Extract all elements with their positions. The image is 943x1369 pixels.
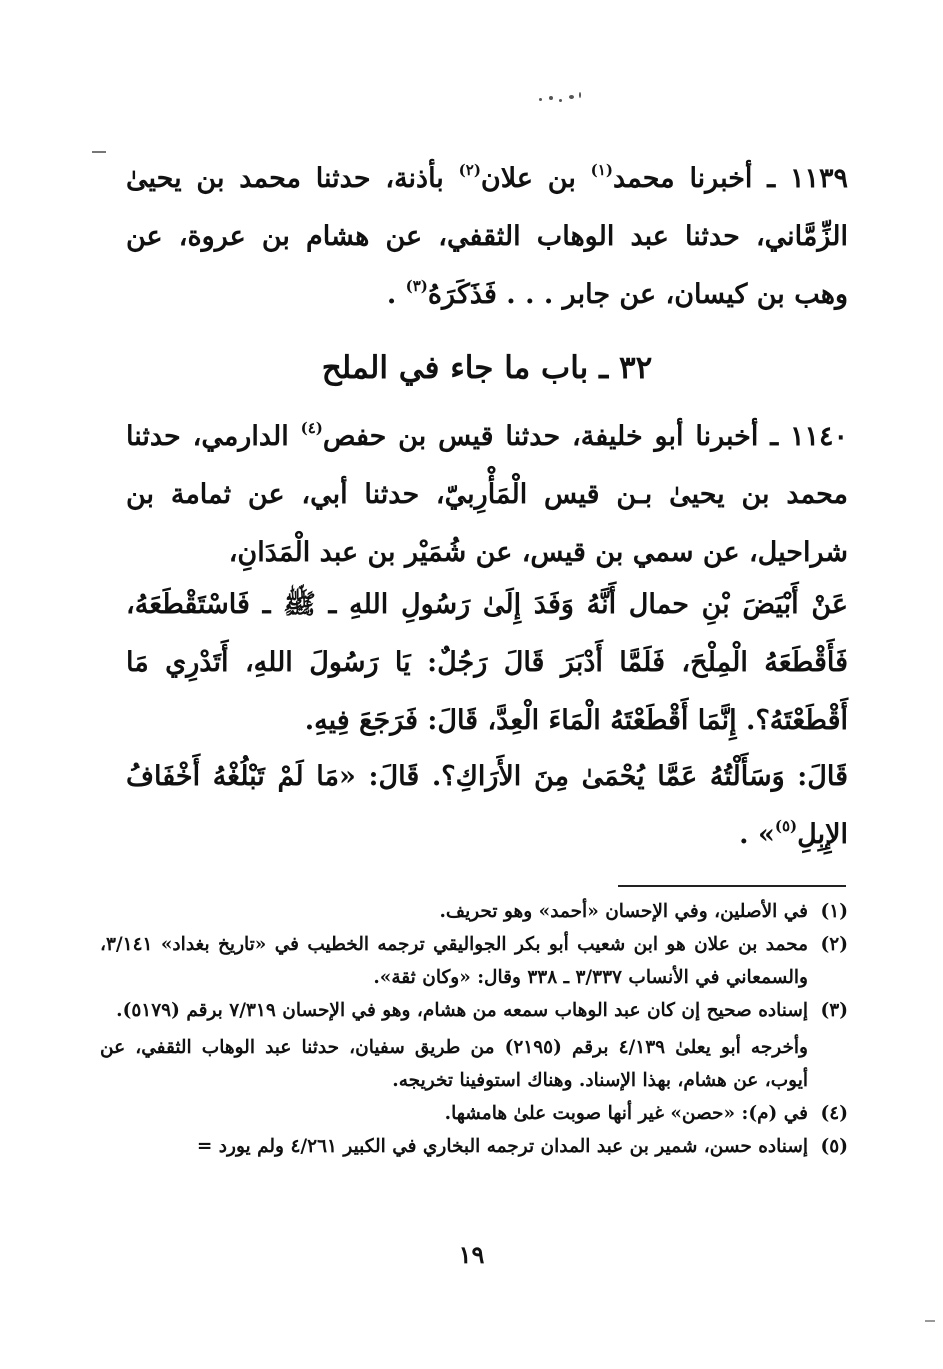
entry-text: .	[386, 279, 406, 310]
entry-number: ١١٣٩ ـ	[767, 163, 848, 194]
footnote-4	[100, 1097, 848, 1130]
footnote-mark: (٢)	[820, 934, 848, 955]
scan-specks	[535, 92, 585, 106]
footnote-separator	[618, 885, 846, 887]
chapter-heading: ٣٢ ـ باب ما جاء في الملح	[321, 350, 653, 386]
entry-1140	[126, 408, 848, 582]
footnote-5	[100, 1130, 848, 1163]
footnote-text: في الأصلين، وفي الإحسان «أحمد» وهو تحريف.	[439, 901, 808, 922]
footnote-mark: (٤)	[820, 1103, 848, 1124]
speck	[569, 95, 574, 99]
footnote-mark: (٣)	[820, 1000, 848, 1021]
footnote-text: إسناده حسن، شمير بن عبد المدان ترجمه البخاري في الكبير ٤/٢٦١ ولم يورد =	[196, 1136, 808, 1157]
footnote-ref: (١)	[590, 161, 613, 179]
entry-text: بأذنة، حدثنا محمد بن يحيىٰ الزِّمَّاني، حدثنا عبد الوهاب الثقفي، عن هشام بن عروة، عن وهب بن كيسان، عن جابر . . . فَذَكَرَهُ	[126, 163, 848, 310]
footnote-mark: (١)	[820, 901, 848, 922]
footnote-mark: (٥)	[820, 1136, 848, 1157]
hadith-text-end: » .	[739, 819, 775, 850]
footnote-1	[100, 895, 848, 928]
footnote-3-continuation	[100, 1031, 848, 1097]
footnote-text: في (م): «حصن» غير أنها صوبت علىٰ هامشها.	[444, 1103, 808, 1124]
hadith-text: قَالَ: وَسَأَلْتُهُ عَمَّا يُحْمَىٰ مِنَ الأَرَاكِ؟. قَالَ: «مَا لَمْ تَبْلُغْهُ أَخْفَافُ الإِبِلِ	[126, 761, 848, 850]
speck	[579, 92, 581, 98]
entry-text: بن علان	[480, 163, 591, 194]
entry-1139	[126, 150, 848, 324]
entry-number: ١١٤٠ ـ	[770, 421, 848, 452]
entry-text: الدارمي، حدثنا محمد بن يحيىٰ بـن قيس الْمَأْرِبيّ، حدثنا أبي، عن ثمامة بن شراحيل، عن سمي بن قيس، عن شُمَيْر بن عبد الْمَدَانِ،	[126, 421, 848, 568]
footnotes	[100, 895, 848, 1163]
footnote-ref: (٥)	[774, 817, 798, 835]
page-number: ١٩	[458, 1240, 485, 1269]
footnote-text: محمد بن علان هو ابن شعيب أبو بكر الجواليقي ترجمه الخطيب في «تاريخ بغداد» ٣/١٤١، والسمعاني في الأنساب ٣/٣٣٧ ـ ٣٣٨ وقال: «وكان ثقة».	[100, 934, 808, 988]
entry-text: أخبرنا أبو خليفة، حدثنا قيس بن حفص	[322, 421, 759, 452]
speck	[559, 99, 562, 102]
footnote-ref: (٢)	[458, 161, 481, 179]
footnote-ref: (٤)	[300, 419, 323, 437]
entry-text: أخبرنا محمد	[612, 163, 753, 194]
edge-mark	[925, 1320, 935, 1322]
footnote-3	[100, 994, 848, 1027]
footnote-ref: (٣)	[405, 277, 428, 295]
footnote-text: وأخرجه أبو يعلىٰ ٤/١٣٩ برقم (٢١٩٥) من طريق سفيان، حدثنا عبد الوهاب الثقفي، عن أيوب، عن هشام، بهذا الإسناد. وهناك استوفينا تخريجه.	[100, 1037, 808, 1091]
hadith-paragraph: عَنْ أَبْيَضَ بْنِ حمال أَنَّهُ وَفَدَ إِلَىٰ رَسُولِ اللهِ ـ ﷺ ـ فَاسْتَقْطَعَهُ، فَأَقْطَعَهُ الْمِلْحَ، فَلَمَّا أَدْبَرَ قَالَ رَجُلٌ: يَا رَسُولَ اللهِ، أَتَدْرِي مَا أَقْطَعْتَهُ؟. إِنَّمَا أَقْطَعْتَهُ الْمَاءَ الْعِدَّ، قَالَ: فَرَجَعَ فِيهِ.	[126, 589, 848, 736]
hadith-question-paragraph	[126, 748, 848, 864]
footnote-text: إسناده صحيح إن كان عبد الوهاب سمعه من هشام، وهو في الإحسان ٧/٣١٩ برقم (٥١٧٩).	[116, 1000, 808, 1021]
speck	[539, 98, 542, 101]
footnote-2	[100, 928, 848, 994]
speck	[549, 96, 553, 100]
margin-mark	[92, 151, 106, 153]
